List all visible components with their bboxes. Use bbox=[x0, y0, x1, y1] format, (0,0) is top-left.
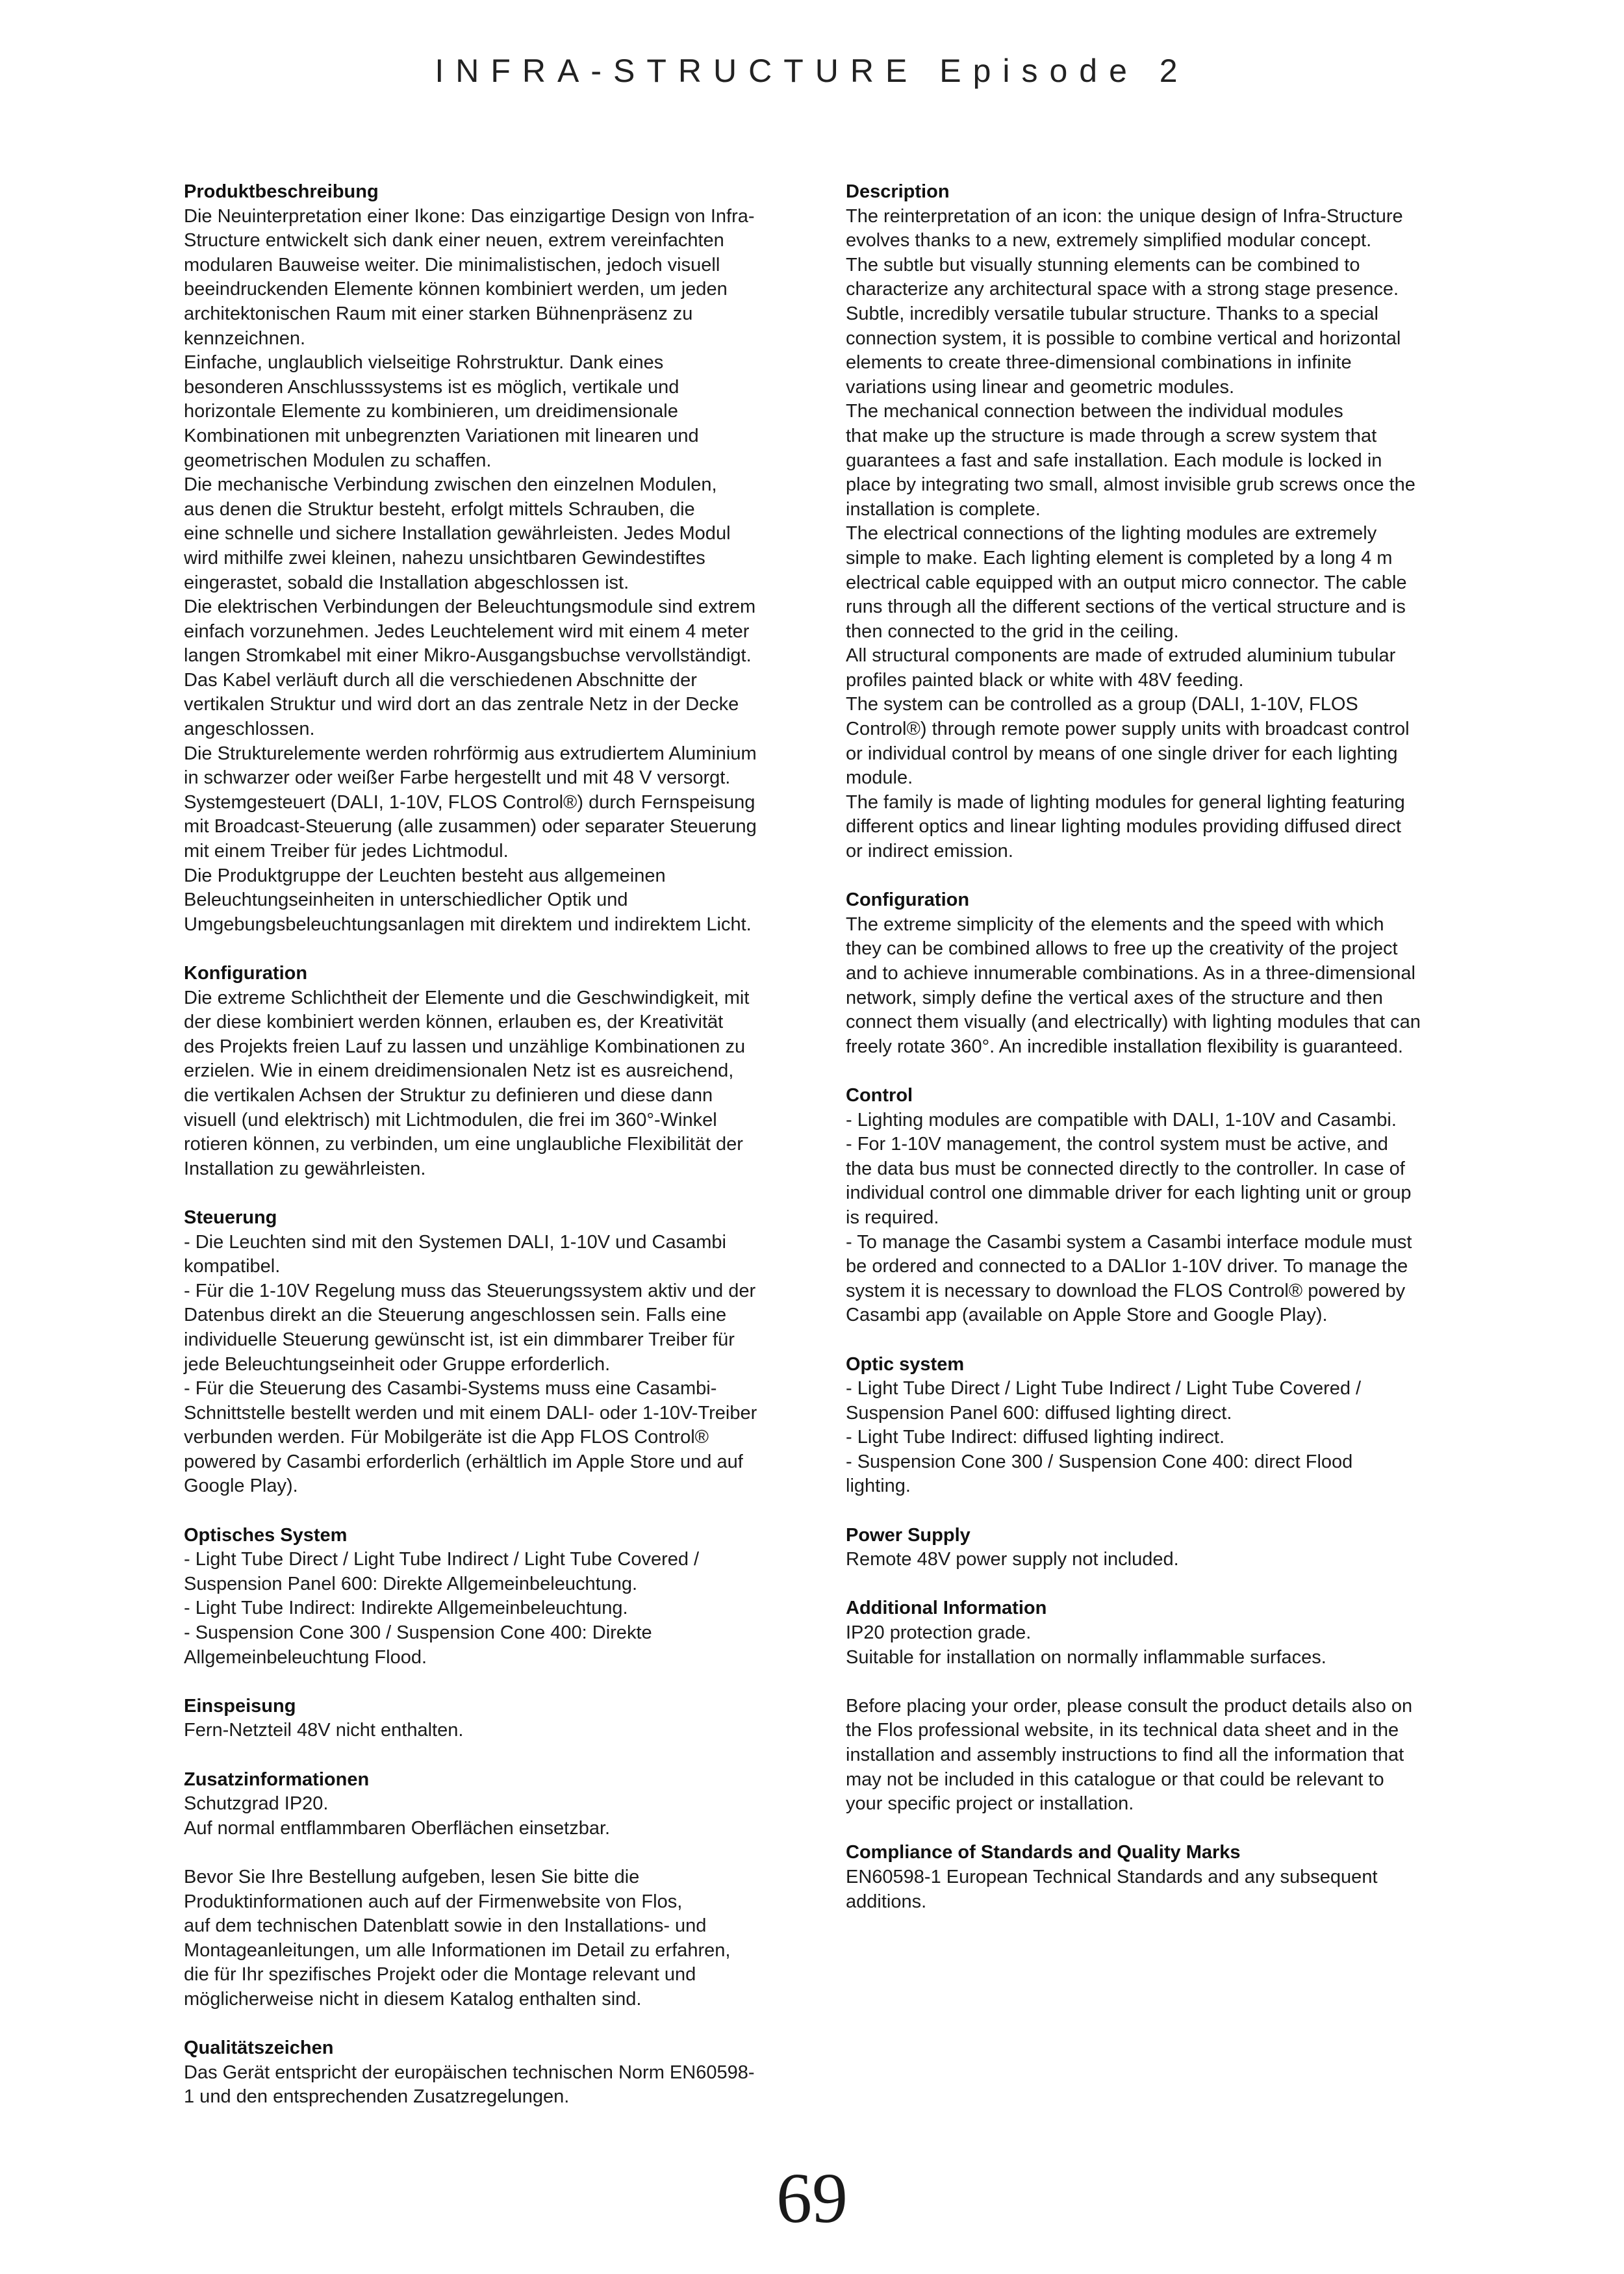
text-line: Montageanleitungen, um alle Informationen im Detail zu erfahren, bbox=[184, 1939, 731, 1961]
section-title: Compliance of Standards and Quality Marks bbox=[846, 1842, 1241, 1863]
section-title: Power Supply bbox=[846, 1524, 971, 1546]
text-line: The subtle but visually stunning elements can be combined to bbox=[846, 254, 1360, 275]
text-line: Control®) through remote power supply units with broadcast control bbox=[846, 719, 1410, 740]
section-body bbox=[846, 1548, 1479, 1572]
page-number: 69 bbox=[776, 2158, 848, 2238]
text-line: network, simply define the vertical axes of the structure and then bbox=[846, 987, 1383, 1008]
section-optisches-system bbox=[184, 1524, 817, 1670]
text-line: - To manage the Casambi system a Casambi interface module must bbox=[846, 1231, 1412, 1253]
section-body bbox=[184, 1548, 817, 1670]
text-line: guarantees a fast and safe installation. Each module is locked in bbox=[846, 450, 1382, 471]
section-body bbox=[846, 1865, 1479, 1914]
section-body bbox=[184, 205, 817, 938]
text-line: system it is necessary to download the FLOS Control® powered by bbox=[846, 1280, 1406, 1301]
text-line: the Flos professional website, in its technical data sheet and in the bbox=[846, 1720, 1399, 1741]
section-body bbox=[846, 1621, 1479, 1670]
section-body bbox=[846, 205, 1479, 864]
text-line: wird mithilfe zwei kleinen, nahezu unsichtbaren Gewindestiftes bbox=[184, 547, 705, 568]
text-line: and to achieve innumerable combinations. As in a three-dimensional bbox=[846, 963, 1415, 984]
section-title: Description bbox=[846, 181, 950, 202]
text-line: Suitable for installation on normally inflammable surfaces. bbox=[846, 1646, 1326, 1668]
text-line: Das Kabel verläuft durch all die verschiedenen Abschnitte der bbox=[184, 669, 697, 691]
text-line: langen Stromkabel mit einer Mikro-Ausgangsbuchse vervollständigt. bbox=[184, 645, 752, 667]
text-line: - Light Tube Direct / Light Tube Indirect / Light Tube Covered / bbox=[184, 1549, 700, 1570]
text-line: runs through all the different sections of the vertical structure and is bbox=[846, 596, 1406, 618]
text-line: The extreme simplicity of the elements and the speed with which bbox=[846, 913, 1384, 935]
text-line: freely rotate 360°. An incredible installation flexibility is guaranteed. bbox=[846, 1036, 1403, 1057]
section-title: Zusatzinformationen bbox=[184, 1769, 370, 1790]
text-line: variations using linear and geometric modules. bbox=[846, 376, 1235, 398]
section-control bbox=[846, 1084, 1479, 1328]
text-line: aus denen die Struktur besteht, erfolgt mittels Schrauben, die bbox=[184, 498, 695, 520]
section-body bbox=[184, 1231, 817, 1500]
text-line: - Die Leuchten sind mit den Systemen DALI, 1-10V und Casambi bbox=[184, 1231, 726, 1253]
section-before bbox=[846, 1694, 1479, 1817]
text-line: modularen Bauweise weiter. Die minimalistischen, jedoch visuell bbox=[184, 254, 720, 275]
text-line: different optics and linear lighting modules providing diffused direct bbox=[846, 816, 1401, 837]
section-body bbox=[184, 1865, 817, 2012]
text-line: 1 und den entsprechenden Zusatzregelungen. bbox=[184, 2086, 570, 2108]
german-column bbox=[184, 180, 817, 2134]
text-line: or individual control by means of one single driver for each lighting bbox=[846, 743, 1398, 764]
text-line: eingerastet, sobald die Installation abgeschlossen ist. bbox=[184, 572, 629, 593]
text-line: All structural components are made of extruded aluminium tubular bbox=[846, 645, 1396, 667]
text-line: the data bus must be connected directly to the controller. In case of bbox=[846, 1158, 1405, 1179]
text-line: Remote 48V power supply not included. bbox=[846, 1549, 1179, 1570]
section-body bbox=[846, 1108, 1479, 1328]
text-line: jede Beleuchtungseinheit oder Gruppe erforderlich. bbox=[184, 1353, 611, 1375]
text-line: Beleuchtungseinheiten in unterschiedlicher Optik und bbox=[184, 889, 628, 911]
text-line: Einfache, unglaublich vielseitige Rohrstruktur. Dank eines bbox=[184, 352, 664, 374]
section-body bbox=[184, 986, 817, 1182]
text-line: profiles painted black or white with 48V feeding. bbox=[846, 669, 1244, 691]
section-produktbeschreibung bbox=[184, 180, 817, 937]
text-line: connection system, it is possible to combine vertical and horizontal bbox=[846, 327, 1401, 349]
text-line: möglicherweise nicht in diesem Katalog enthalten sind. bbox=[184, 1988, 642, 2010]
text-line: individual control one dimmable driver for each lighting unit or group bbox=[846, 1182, 1412, 1204]
text-line: horizontale Elemente zu kombinieren, um dreidimensionale bbox=[184, 401, 678, 422]
text-line: Umgebungsbeleuchtungsanlagen mit direktem und indirektem Licht. bbox=[184, 913, 752, 935]
text-line: Kombinationen mit unbegrenzten Variationen mit linearen und bbox=[184, 425, 699, 446]
text-line: vertikalen Struktur und wird dort an das zentrale Netz in der Decke bbox=[184, 694, 739, 715]
text-line: Structure entwickelt sich dank einer neuen, extrem vereinfachten bbox=[184, 230, 724, 251]
text-line: installation and assembly instructions to find all the information that bbox=[846, 1744, 1404, 1765]
text-line: Die mechanische Verbindung zwischen den einzelnen Modulen, bbox=[184, 474, 717, 496]
text-line: Systemgesteuert (DALI, 1-10V, FLOS Control®) durch Fernspeisung bbox=[184, 791, 755, 813]
text-line: Die Produktgruppe der Leuchten besteht aus allgemeinen bbox=[184, 865, 666, 886]
text-line: Google Play). bbox=[184, 1476, 298, 1497]
text-line: that make up the structure is made through a screw system that bbox=[846, 425, 1377, 446]
section-body bbox=[846, 1377, 1479, 1499]
text-line: electrical cable equipped with an output micro connector. The cable bbox=[846, 572, 1407, 593]
text-line: mit Broadcast-Steuerung (alle zusammen) oder separater Steuerung bbox=[184, 816, 757, 837]
text-line: auf dem technischen Datenblatt sowie in den Installations- und bbox=[184, 1915, 707, 1937]
text-line: The electrical connections of the lighting modules are extremely bbox=[846, 523, 1377, 544]
text-line: Schutzgrad IP20. bbox=[184, 1793, 329, 1815]
text-line: or indirect emission. bbox=[846, 841, 1013, 862]
section-body bbox=[846, 1694, 1479, 1817]
section-qualitaetszeichen bbox=[184, 2036, 817, 2110]
section-title: Produktbeschreibung bbox=[184, 181, 379, 202]
section-title: Configuration bbox=[846, 889, 970, 911]
text-line: besonderen Anschlusssystems ist es möglich, vertikale und bbox=[184, 376, 679, 398]
text-line: Bevor Sie Ihre Bestellung aufgeben, lesen Sie bitte die bbox=[184, 1866, 640, 1887]
text-line: characterize any architectural space with a strong stage presence. bbox=[846, 279, 1399, 300]
text-line: rotieren können, zu verbinden, um eine unglaubliche Flexibilität der bbox=[184, 1134, 743, 1155]
text-line: may not be included in this catalogue or that could be relevant to bbox=[846, 1769, 1384, 1790]
text-line: - Lighting modules are compatible with DALI, 1-10V and Casambi. bbox=[846, 1109, 1397, 1131]
text-line: lighting. bbox=[846, 1476, 911, 1497]
text-line: - Suspension Cone 300 / Suspension Cone 400: Direkte bbox=[184, 1622, 652, 1644]
text-line: installation is complete. bbox=[846, 498, 1041, 520]
text-line: The reinterpretation of an icon: the unique design of Infra-Structure bbox=[846, 205, 1403, 227]
text-line: IP20 protection grade. bbox=[846, 1622, 1032, 1644]
text-line: additions. bbox=[846, 1891, 927, 1912]
section-einspeisung bbox=[184, 1694, 817, 1743]
english-column bbox=[846, 180, 1479, 1939]
text-line: Installation zu gewährleisten. bbox=[184, 1158, 426, 1179]
text-line: Produktinformationen auch auf der Firmenwebsite von Flos, bbox=[184, 1891, 683, 1912]
section-konfiguration bbox=[184, 962, 817, 1181]
section-configuration bbox=[846, 888, 1479, 1059]
section-body bbox=[846, 913, 1479, 1060]
text-line: evolves thanks to a new, extremely simplified modular concept. bbox=[846, 230, 1372, 251]
text-line: Die Neuinterpretation einer Ikone: Das einzigartige Design von Infra- bbox=[184, 205, 755, 227]
text-line: Before placing your order, please consult the product details also on bbox=[846, 1695, 1413, 1717]
text-line: kompatibel. bbox=[184, 1256, 281, 1277]
text-line: your specific project or installation. bbox=[846, 1793, 1134, 1815]
text-line: Suspension Panel 600: Direkte Allgemeinbeleuchtung. bbox=[184, 1573, 638, 1594]
section-title: Konfiguration bbox=[184, 963, 308, 984]
text-line: die für Ihr spezifisches Projekt oder die Montage relevant und bbox=[184, 1964, 696, 1986]
text-line: - Für die Steuerung des Casambi-Systems muss eine Casambi- bbox=[184, 1378, 717, 1399]
text-line: - Light Tube Direct / Light Tube Indirect / Light Tube Covered / bbox=[846, 1378, 1362, 1399]
text-line: connect them visually (and electrically) with lighting modules that can bbox=[846, 1012, 1421, 1033]
text-line: elements to create three-dimensional combinations in infinite bbox=[846, 352, 1352, 374]
text-line: kennzeichnen. bbox=[184, 327, 306, 349]
section-title: Einspeisung bbox=[184, 1695, 296, 1717]
text-line: Die extreme Schlichtheit der Elemente und die Geschwindigkeit, mit bbox=[184, 987, 750, 1008]
text-line: - Für die 1-10V Regelung muss das Steuerungssystem aktiv und der bbox=[184, 1280, 756, 1301]
section-power-supply bbox=[846, 1524, 1479, 1572]
text-line: then connected to the grid in the ceiling. bbox=[846, 620, 1179, 642]
section-compliance bbox=[846, 1841, 1479, 1914]
text-line: EN60598-1 European Technical Standards and any subsequent bbox=[846, 1866, 1378, 1887]
text-line: - Light Tube Indirect: Indirekte Allgemeinbeleuchtung. bbox=[184, 1598, 628, 1619]
text-line: Das Gerät entspricht der europäischen technischen Norm EN60598- bbox=[184, 2062, 755, 2083]
text-line: place by integrating two small, almost invisible grub screws once the bbox=[846, 474, 1415, 496]
section-additional-information bbox=[846, 1596, 1479, 1670]
section-title: Steuerung bbox=[184, 1207, 277, 1228]
text-line: Casambi app (available on Apple Store and Google Play). bbox=[846, 1305, 1328, 1326]
text-line: Subtle, incredibly versatile tubular structure. Thanks to a special bbox=[846, 303, 1378, 324]
section-optic-system bbox=[846, 1353, 1479, 1500]
page-header: INFRA-STRUCTURE Episode 2 bbox=[435, 53, 1189, 89]
section-title: Control bbox=[846, 1084, 913, 1106]
section-steuerung bbox=[184, 1206, 817, 1499]
text-line: - For 1-10V management, the control system must be active, and bbox=[846, 1134, 1388, 1155]
text-line: they can be combined allows to free up the creativity of the project bbox=[846, 938, 1398, 960]
text-line: architektonischen Raum mit einer starken Bühnenpräsenz zu bbox=[184, 303, 693, 324]
section-body bbox=[184, 1718, 817, 1743]
text-line: eine schnelle und sichere Installation gewährleisten. Jedes Modul bbox=[184, 523, 731, 544]
section-description bbox=[846, 180, 1479, 864]
text-line: Allgemeinbeleuchtung Flood. bbox=[184, 1646, 427, 1668]
text-line: module. bbox=[846, 767, 913, 789]
text-line: - Light Tube Indirect: diffused lighting indirect. bbox=[846, 1427, 1225, 1448]
text-line: individuelle Steuerung gewünscht ist, ist ein dimmbarer Treiber für bbox=[184, 1329, 735, 1350]
text-line: The family is made of lighting modules for general lighting featuring bbox=[846, 791, 1405, 813]
section-body bbox=[184, 1792, 817, 1841]
text-line: angeschlossen. bbox=[184, 719, 315, 740]
text-line: Fern-Netzteil 48V nicht enthalten. bbox=[184, 1720, 464, 1741]
text-line: in schwarzer oder weißer Farbe hergestellt und mit 48 V versorgt. bbox=[184, 767, 731, 789]
text-line: is required. bbox=[846, 1207, 939, 1228]
text-line: Die Strukturelemente werden rohrförmig aus extrudiertem Aluminium bbox=[184, 743, 757, 764]
text-line: Auf normal entflammbaren Oberflächen einsetzbar. bbox=[184, 1817, 611, 1839]
text-line: The system can be controlled as a group (DALI, 1-10V, FLOS bbox=[846, 694, 1358, 715]
text-line: be ordered and connected to a DALIor 1-10V driver. To manage the bbox=[846, 1256, 1408, 1277]
section-title: Additional Information bbox=[846, 1598, 1047, 1619]
text-line: beeindruckenden Elemente können kombiniert werden, um jeden bbox=[184, 279, 728, 300]
text-line: des Projekts freien Lauf zu lassen und unzählige Kombinationen zu bbox=[184, 1036, 746, 1057]
text-line: Die elektrischen Verbindungen der Beleuchtungsmodule sind extrem bbox=[184, 596, 756, 618]
section-title: Optic system bbox=[846, 1353, 965, 1375]
text-line: mit einem Treiber für jedes Lichtmodul. bbox=[184, 841, 509, 862]
text-line: geometrischen Modulen zu schaffen. bbox=[184, 450, 492, 471]
text-line: erzielen. Wie in einem dreidimensionalen Netz ist es ausreichend, bbox=[184, 1060, 734, 1082]
text-line: visuell (und elektrisch) mit Lichtmodulen, die frei im 360°-Winkel bbox=[184, 1109, 717, 1131]
text-line: Datenbus direkt an die Steuerung angeschlossen sein. Falls eine bbox=[184, 1305, 727, 1326]
text-line: verbunden werden. Für Mobilgeräte ist die App FLOS Control® bbox=[184, 1427, 709, 1448]
section-bevor bbox=[184, 1865, 817, 2012]
text-line: Schnittstelle bestellt werden und mit einem DALI- oder 1-10V-Treiber bbox=[184, 1402, 757, 1424]
text-line: einfach vorzunehmen. Jedes Leuchtelement wird mit einem 4 meter bbox=[184, 620, 750, 642]
section-title: Optisches System bbox=[184, 1524, 348, 1546]
text-line: die vertikalen Achsen der Struktur zu definieren und diese dann bbox=[184, 1084, 713, 1106]
section-zusatzinformationen bbox=[184, 1768, 817, 1841]
text-line: der diese kombiniert werden können, erlauben es, der Kreativität bbox=[184, 1012, 724, 1033]
section-title: Qualitätszeichen bbox=[184, 2038, 334, 2059]
text-line: Suspension Panel 600: diffused lighting direct. bbox=[846, 1402, 1232, 1424]
text-line: The mechanical connection between the individual modules bbox=[846, 401, 1343, 422]
text-line: powered by Casambi erforderlich (erhältlich im Apple Store und auf bbox=[184, 1451, 743, 1472]
section-body bbox=[184, 2061, 817, 2110]
text-line: - Suspension Cone 300 / Suspension Cone 400: direct Flood bbox=[846, 1451, 1353, 1472]
text-line: simple to make. Each lighting element is completed by a long 4 m bbox=[846, 547, 1393, 568]
